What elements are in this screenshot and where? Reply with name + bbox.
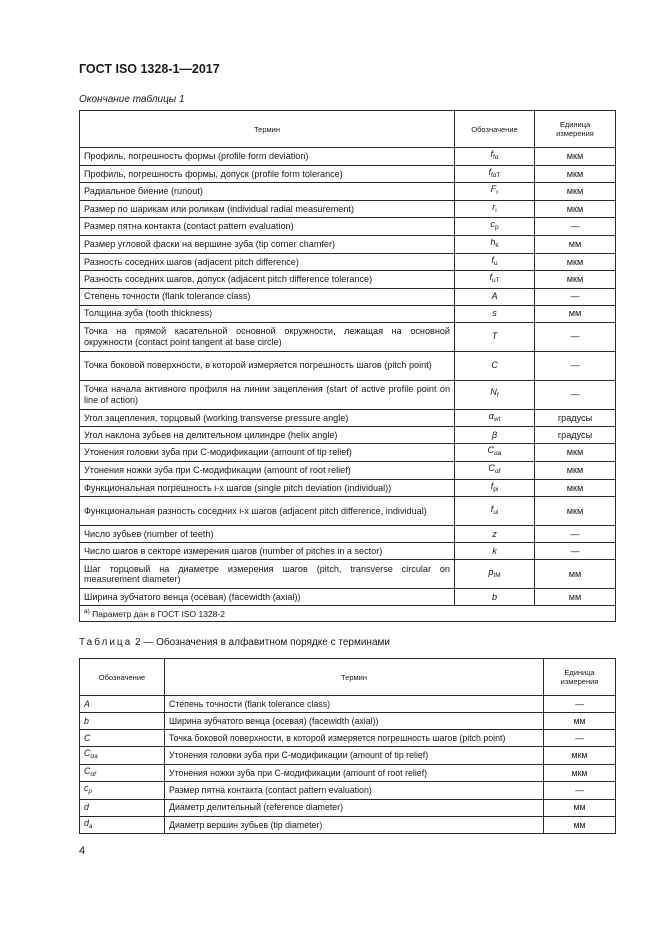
term-cell: Диаметр вершин зубьев (tip diameter): [165, 816, 544, 834]
symbol-main: A: [84, 698, 90, 709]
symbol-main: c: [84, 783, 89, 793]
table-row: [80, 730, 616, 747]
symbol-main: C: [487, 445, 495, 456]
symbol-cell: [455, 148, 535, 166]
symbol-cell: [455, 200, 535, 218]
term-cell: Утонения ножки зуба при С-модификации (amount of root relief): [80, 461, 455, 479]
term-cell: Угол наклона зубьев на делительном цилиндре (helix angle): [80, 427, 455, 444]
unit-cell: градусы: [535, 427, 616, 444]
table-row: [80, 713, 616, 730]
symbol-cell: [80, 816, 165, 834]
symbol-cell: [455, 543, 535, 560]
term-cell: Точка боковой поверхности, в которой измеряется погрешность шагов (pitch point): [80, 351, 455, 380]
term-cell: Функциональная погрешность i-х шагов (single pitch deviation (individual)): [80, 479, 455, 497]
alphabetical-symbols-table: [79, 658, 616, 834]
table-row: [80, 305, 616, 322]
symbol-subscript: r: [496, 189, 499, 197]
unit-cell: мкм: [535, 183, 616, 201]
term-cell: Угол зацепления, торцовый (working transverse pressure angle): [80, 409, 455, 427]
unit-header-line2: измерения: [560, 677, 599, 686]
term-cell: Радиальное биение (runout): [80, 183, 455, 201]
symbol-cell: [455, 560, 535, 589]
unit-cell: —: [535, 380, 616, 409]
unit-cell: мкм: [535, 461, 616, 479]
table-row: [80, 409, 616, 427]
unit-cell: мм: [544, 816, 616, 834]
term-cell: Толщина зуба (tooth thickness): [80, 305, 455, 322]
table-row: [80, 782, 616, 800]
symbol-subscript: fα: [492, 154, 499, 161]
term-cell: Размер пятна контакта (contact pattern evaluation): [80, 218, 455, 236]
symbol-cell: [80, 799, 165, 816]
unit-cell: —: [535, 526, 616, 543]
footnote-text: Параметр дан в ГОСТ ISO 1328-2: [92, 609, 225, 620]
term-cell: Точка на прямой касательной основной окружности, лежащая на основной окружности (contact point tangent at base circle): [80, 322, 455, 351]
symbol-main: d: [84, 817, 89, 828]
term-cell: Ширина зубчатого венца (осевая) (facewidth (axial)): [165, 713, 544, 730]
term-cell: Шаг торцовый на диаметре измерения шагов (pitch, transverse circular on measurement diameter): [80, 560, 455, 589]
symbol-subscript: tM: [493, 571, 501, 579]
symbol-subscript: p: [494, 224, 499, 232]
symbol-main: b: [491, 591, 498, 602]
symbol-cell: [455, 427, 535, 444]
table-row: [80, 696, 616, 713]
symbol-cell: [455, 409, 535, 427]
column-header-term: Термин: [165, 659, 544, 696]
unit-cell: —: [544, 782, 616, 800]
unit-cell: мкм: [544, 764, 616, 782]
symbol-main: f: [488, 166, 491, 177]
term-cell: Диаметр делительный (reference diameter): [165, 799, 544, 816]
table-row: [80, 351, 616, 380]
symbol-subscript: αf: [495, 467, 501, 475]
unit-cell: градусы: [535, 409, 616, 427]
symbol-cell: [455, 305, 535, 322]
page-number: 4: [79, 845, 86, 857]
symbol-main: f: [491, 254, 494, 265]
unit-header-line1: Единица: [559, 120, 591, 129]
symbol-cell: [455, 497, 535, 526]
table-row: [80, 165, 616, 183]
symbol-main: f: [490, 149, 493, 159]
symbol-main: k: [492, 545, 497, 556]
table-row: [80, 747, 616, 765]
symbol-main: d: [84, 802, 89, 813]
symbol-cell: [80, 713, 165, 730]
term-cell: Размер пятна контакта (contact pattern evaluation): [165, 782, 544, 800]
symbol-subscript: ui: [493, 508, 499, 516]
symbol-main: h: [490, 236, 496, 247]
footnote-mark: a): [84, 608, 90, 616]
symbol-main: C: [84, 748, 91, 758]
unit-cell: мм: [535, 589, 616, 606]
symbol-main: T: [491, 331, 498, 342]
unit-header-line2: измерения: [556, 129, 594, 138]
term-cell: Утонения ножки зуба при С-модификации (amount of root relief): [165, 764, 544, 782]
unit-cell: мкм: [535, 497, 616, 526]
unit-cell: мм: [535, 305, 616, 322]
symbol-cell: [455, 526, 535, 543]
symbol-cell: [455, 479, 535, 497]
table1-caption: Окончание таблицы 1: [79, 94, 185, 105]
symbol-cell: [455, 165, 535, 183]
column-header-unit: [544, 659, 616, 696]
table2-caption-label: Таблица: [79, 637, 133, 648]
unit-cell: —: [535, 351, 616, 380]
unit-cell: мкм: [535, 253, 616, 271]
table-row: [80, 543, 616, 560]
unit-cell: —: [535, 288, 616, 305]
symbol-main: z: [492, 528, 497, 539]
symbol-cell: [80, 730, 165, 747]
table-row: [80, 148, 616, 166]
term-cell: Точка боковой поверхности, в которой измеряется погрешность шагов (pitch point): [165, 730, 544, 747]
symbol-cell: [455, 380, 535, 409]
unit-cell: мкм: [535, 479, 616, 497]
symbol-main: C: [84, 765, 91, 776]
symbol-subscript: i: [495, 206, 497, 214]
table-row: [80, 288, 616, 305]
symbol-main: s: [492, 308, 497, 319]
symbol-main: f: [490, 503, 494, 514]
symbol-cell: [455, 444, 535, 462]
unit-cell: —: [544, 696, 616, 713]
symbol-subscript: αa: [494, 450, 502, 458]
document-header: ГОСТ ISO 1328-1—2017: [79, 62, 220, 76]
unit-cell: мкм: [535, 444, 616, 462]
table-row: [80, 183, 616, 201]
table-row: [80, 427, 616, 444]
unit-cell: —: [535, 543, 616, 560]
term-cell: Число зубьев (number of teeth): [80, 526, 455, 543]
column-header-unit: [535, 111, 616, 148]
symbol-main: r: [492, 201, 496, 212]
unit-cell: —: [535, 322, 616, 351]
table-row: [80, 526, 616, 543]
table-row: [80, 235, 616, 253]
symbol-main: f: [489, 272, 492, 283]
table-row: [80, 271, 616, 289]
table-row: [80, 218, 616, 236]
table-row: [80, 479, 616, 497]
unit-cell: мкм: [535, 200, 616, 218]
term-cell: Размер угловой фаски на вершине зуба (tip corner chamfer): [80, 235, 455, 253]
term-cell: Ширина зубчатого венца (осевая) (facewidth (axial)): [80, 589, 455, 606]
symbol-cell: [455, 288, 535, 305]
symbol-cell: [80, 782, 165, 800]
unit-cell: мм: [535, 235, 616, 253]
symbol-main: p: [488, 566, 494, 577]
unit-header-line1: Единица: [564, 668, 595, 677]
symbol-main: b: [84, 715, 89, 726]
table-row: [80, 461, 616, 479]
symbol-subscript: k: [495, 241, 499, 249]
table-row: [80, 444, 616, 462]
symbol-subscript: f: [496, 392, 499, 400]
unit-cell: мм: [544, 799, 616, 816]
symbol-main: C: [84, 732, 91, 743]
table-row: [80, 497, 616, 526]
symbol-cell: [455, 351, 535, 380]
symbol-cell: [455, 271, 535, 289]
column-header-symbol: Обозначение: [455, 111, 535, 148]
table-row: [80, 380, 616, 409]
term-cell: Профиль, погрешность формы (profile form deviation): [80, 148, 455, 166]
term-cell: Степень точности (flank tolerance class): [165, 696, 544, 713]
symbol-cell: [80, 696, 165, 713]
table2-caption-text: 2 — Обозначения в алфавитном порядке с терминами: [135, 637, 390, 648]
table1-footnote: [80, 606, 616, 622]
symbol-cell: [455, 253, 535, 271]
unit-cell: —: [544, 730, 616, 747]
unit-cell: мм: [535, 560, 616, 589]
table-row: [80, 200, 616, 218]
symbol-main: A: [491, 291, 498, 302]
symbol-main: c: [490, 219, 495, 230]
symbol-main: C: [488, 462, 495, 473]
unit-cell: мкм: [535, 165, 616, 183]
table-row: [80, 253, 616, 271]
table-row: [80, 764, 616, 782]
symbol-cell: [80, 747, 165, 765]
column-header-term: Термин: [80, 111, 455, 148]
term-cell: Число шагов в секторе измерения шагов (number of pitches in a sector): [80, 543, 455, 560]
symbol-cell: [455, 322, 535, 351]
symbol-main: C: [491, 360, 498, 371]
symbol-subscript: a: [88, 822, 93, 830]
symbol-main: f: [490, 480, 494, 491]
term-cell: Утонения головки зуба при С-модификации (amount of tip relief): [165, 747, 544, 765]
symbol-subscript: αa: [90, 753, 98, 760]
unit-cell: мм: [544, 713, 616, 730]
symbol-subscript: p: [88, 788, 93, 795]
symbols-table: [79, 110, 616, 622]
symbol-subscript: uT: [491, 277, 500, 285]
table2-caption: [79, 637, 390, 648]
table-row: [80, 589, 616, 606]
term-cell: Размер по шарикам или роликам (individual radial measurement): [80, 200, 455, 218]
symbol-subscript: pi: [493, 485, 499, 493]
term-cell: Разность соседних шагов (adjacent pitch difference): [80, 253, 455, 271]
unit-cell: мкм: [544, 747, 616, 765]
table-row: [80, 560, 616, 589]
unit-cell: —: [535, 218, 616, 236]
symbol-cell: [455, 589, 535, 606]
unit-cell: мкм: [535, 148, 616, 166]
unit-cell: мкм: [535, 271, 616, 289]
term-cell: Профиль, погрешность формы, допуск (profile form tolerance): [80, 165, 455, 183]
table-row: [80, 322, 616, 351]
term-cell: Утонения головки зуба при С-модификации (amount of tip relief): [80, 444, 455, 462]
symbol-cell: [80, 764, 165, 782]
symbol-subscript: fαT: [490, 171, 501, 179]
symbol-subscript: wt: [493, 415, 501, 423]
symbol-main: N: [490, 387, 497, 398]
symbol-subscript: αf: [90, 770, 96, 778]
table-row: [80, 799, 616, 816]
symbol-main: β: [491, 430, 498, 441]
column-header-symbol: Обозначение: [80, 659, 165, 696]
symbol-subscript: u: [493, 259, 498, 267]
term-cell: Функциональная разность соседних i-х шагов (adjacent pitch difference, individual): [80, 497, 455, 526]
symbol-main: α: [488, 410, 494, 421]
symbol-main: F: [490, 184, 497, 195]
term-cell: Точка начала активного профиля на линии зацепления (start of active profile point on line of action): [80, 380, 455, 409]
symbol-cell: [455, 235, 535, 253]
symbol-cell: [455, 218, 535, 236]
term-cell: Степень точности (flank tolerance class): [80, 288, 455, 305]
symbol-cell: [455, 461, 535, 479]
term-cell: Разность соседних шагов, допуск (adjacent pitch difference tolerance): [80, 271, 455, 289]
table-row: [80, 816, 616, 834]
symbol-cell: [455, 183, 535, 201]
